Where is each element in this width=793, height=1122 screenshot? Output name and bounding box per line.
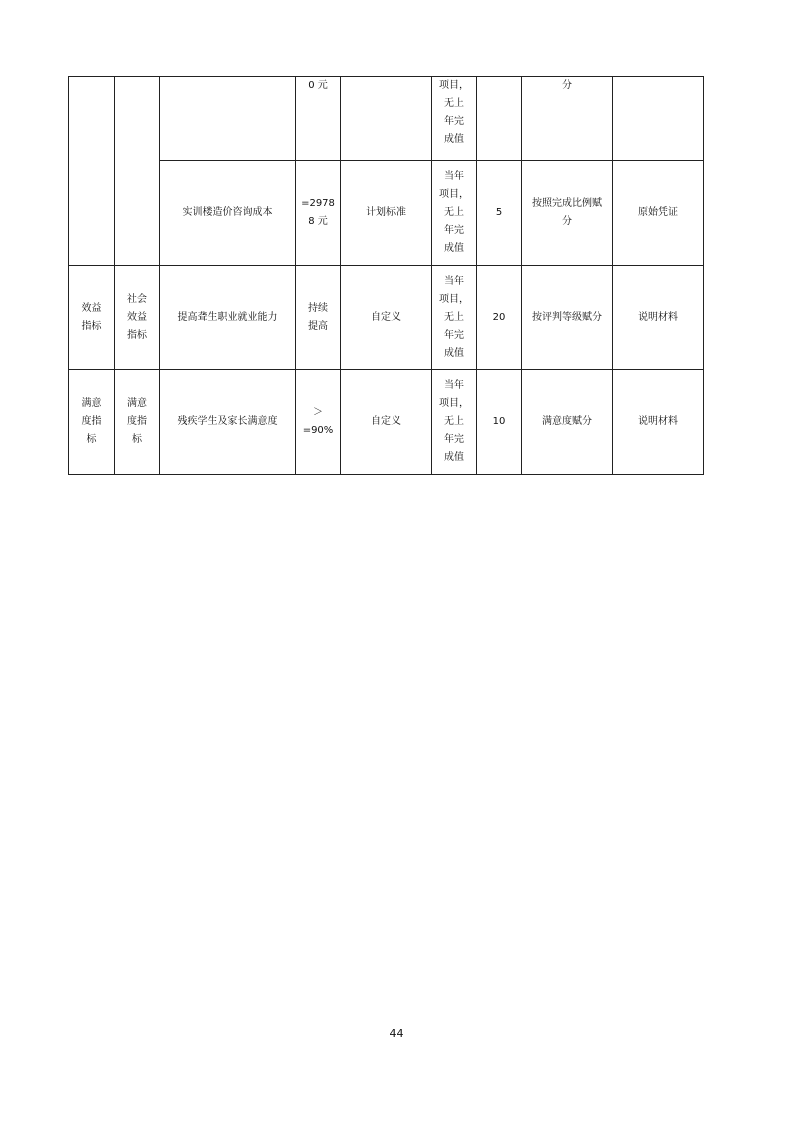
scoring-method-cell: 按评判等级赋分 — [522, 266, 613, 370]
target-value-cell: =2978 8 元 — [296, 161, 341, 266]
level1-indicator-cell: 满意 度指 标 — [69, 370, 115, 475]
page-number: 44 — [389, 1027, 404, 1040]
basis-cell — [341, 77, 432, 161]
evidence-cell: 原始凭证 — [613, 161, 704, 266]
table-row — [69, 77, 704, 161]
history-value-cell: 当年 项目， 无上 年完 成值 — [432, 161, 477, 266]
target-value-cell: 持续 提高 — [296, 266, 341, 370]
level2-indicator-cell: 社会 效益 指标 — [115, 266, 160, 370]
table-row — [69, 161, 704, 266]
history-value-cell: 当年 项目， 无上 年完 成值 — [432, 370, 477, 475]
level3-indicator-cell: 提高聋生职业就业能力 — [160, 266, 296, 370]
level3-indicator-cell: 实训楼造价咨询成本 — [160, 161, 296, 266]
level1-indicator-cell: 效益 指标 — [69, 266, 115, 370]
evidence-cell: 说明材料 — [613, 370, 704, 475]
basis-cell: 自定义 — [341, 370, 432, 475]
level2-indicator-cell: 满意 度指 标 — [115, 370, 160, 475]
table-row — [69, 266, 704, 370]
history-value-cell: 当年 项目， 无上 年完 成值 — [432, 266, 477, 370]
performance-indicator-table — [68, 76, 704, 475]
basis-cell: 自定义 — [341, 266, 432, 370]
history-value-cell: 项目， 无上 年完 成值 — [432, 77, 477, 161]
scoring-method-cell: 分 — [522, 77, 613, 161]
weight-cell: 20 — [477, 266, 522, 370]
level2-indicator-cell — [115, 77, 160, 266]
scoring-method-cell: 按照完成比例赋 分 — [522, 161, 613, 266]
weight-cell — [477, 77, 522, 161]
target-value-cell: 0 元 — [296, 77, 341, 161]
target-value-cell: ＞ =90% — [296, 370, 341, 475]
evidence-cell — [613, 77, 704, 161]
weight-cell: 5 — [477, 161, 522, 266]
basis-cell: 计划标准 — [341, 161, 432, 266]
level1-indicator-cell — [69, 77, 115, 266]
level3-indicator-cell: 残疾学生及家长满意度 — [160, 370, 296, 475]
weight-cell: 10 — [477, 370, 522, 475]
evidence-cell: 说明材料 — [613, 266, 704, 370]
table-row — [69, 370, 704, 475]
level3-indicator-cell — [160, 77, 296, 161]
scoring-method-cell: 满意度赋分 — [522, 370, 613, 475]
